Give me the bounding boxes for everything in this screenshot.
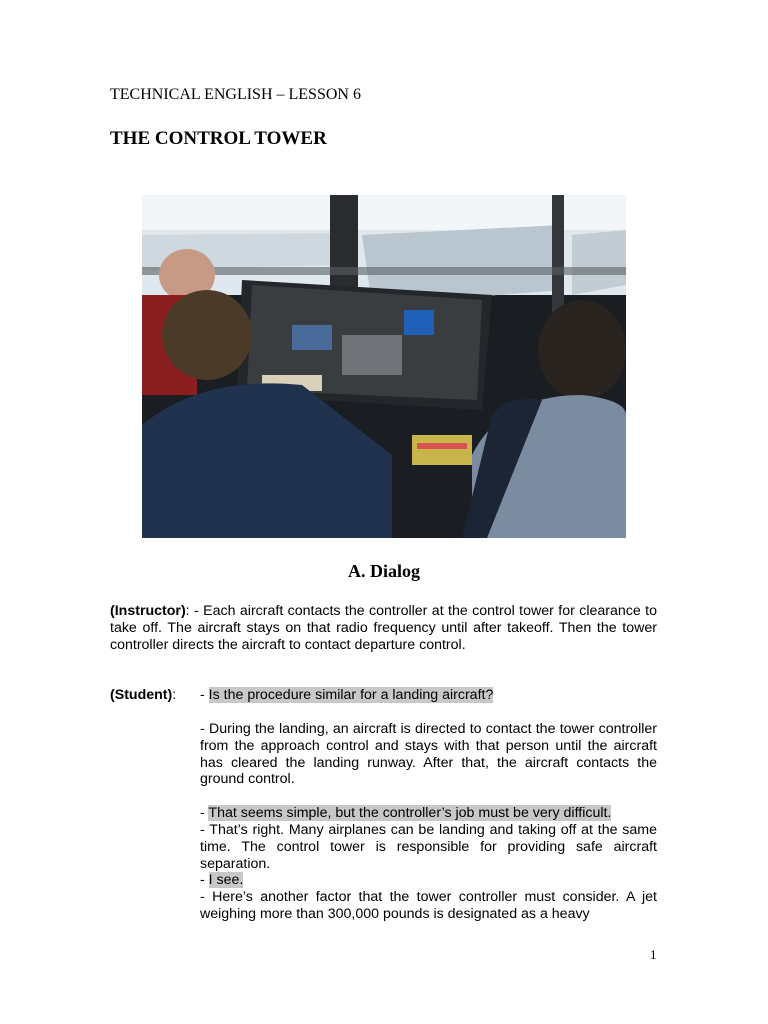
lesson-header: TECHNICAL ENGLISH – LESSON 6	[110, 86, 361, 103]
instructor-paragraph	[110, 603, 657, 653]
section-heading: A. Dialog	[348, 561, 420, 581]
student-question-1	[200, 687, 493, 704]
instructor-answer-1: - During the landing, an aircraft is directed to contact the tower controller from the approach control and stays with that person until the aircraft has cleared the landing runway. After that, the aircraft contacts the ground control.	[200, 721, 657, 788]
student-question-3	[200, 872, 243, 889]
page-number: 1	[650, 947, 657, 962]
question-1-text: Is the procedure similar for a landing aircraft?	[208, 687, 494, 703]
question-3-text: I see.	[208, 872, 244, 888]
dash: -	[200, 687, 209, 703]
student-question-2	[200, 805, 611, 822]
control-tower-photo	[142, 195, 626, 538]
page-title: THE CONTROL TOWER	[110, 128, 327, 149]
dash: -	[200, 872, 209, 888]
instructor-label: (Instructor)	[110, 603, 186, 619]
student-label: (Student)	[110, 687, 173, 703]
instructor-answer-2: - That’s right. Many airplanes can be landing and taking off at the same time. The control tower is responsible for providing safe aircraft separation.	[200, 822, 657, 872]
student-label-row	[110, 687, 176, 703]
instructor-answer-3: - Here’s another factor that the tower controller must consider. A jet weighing more than 300,000 pounds is designated as a heavy	[200, 889, 657, 922]
question-2-text: That seems simple, but the controller’s job must be very difficult.	[208, 805, 612, 821]
dash: -	[200, 805, 209, 821]
instructor-text: : - Each aircraft contacts the controller at the control tower for clearance to take off. The aircraft stays on that radio frequency until after takeoff. Then the tower controller directs the aircraft to contact departure control.	[110, 603, 657, 653]
student-colon: :	[172, 687, 177, 703]
